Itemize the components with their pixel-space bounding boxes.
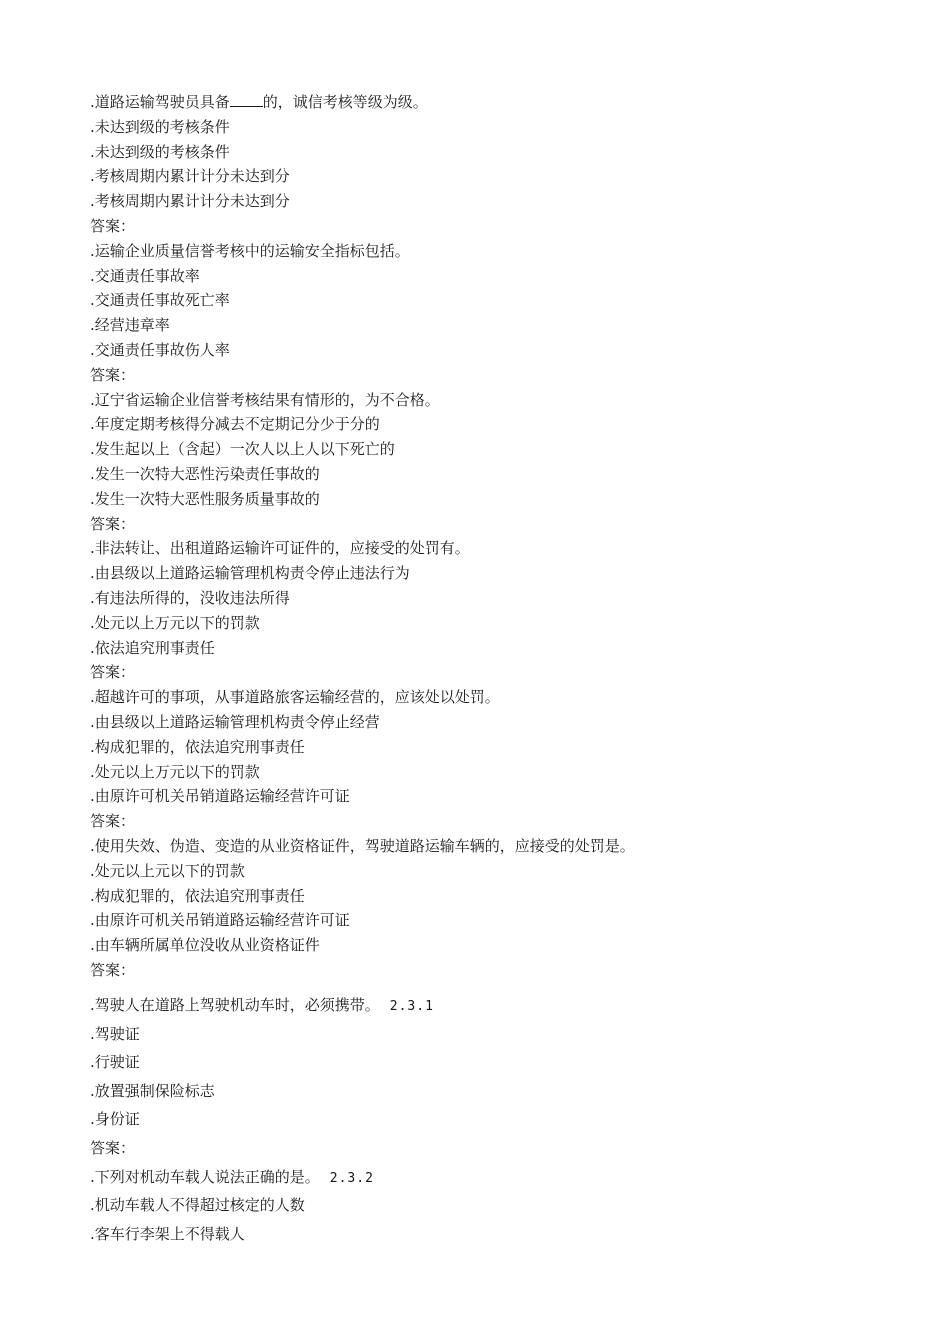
- answer-label: 答案：: [90, 216, 136, 235]
- text-line: .交通责任事故伤人率: [90, 340, 230, 359]
- fill-in-blank: [230, 92, 263, 107]
- option-line: [90, 1020, 910, 1049]
- line-text: .下列对机动车载人说法正确的是。: [90, 1167, 320, 1186]
- text-line: .经营违章率: [90, 316, 170, 335]
- text-line: .由县级以上道路运输管理机构责令停止经营: [90, 712, 380, 731]
- text-line: .交通责任事故率: [90, 266, 200, 285]
- line-text: .放置强制保险标志: [90, 1081, 215, 1100]
- answer-label: 答案：: [90, 812, 136, 831]
- section-code: 2.3.1: [389, 999, 434, 1014]
- text-line: .使用失效、伪造、变造的从业资格证件，驾驶道路运输车辆的，应接受的处罚是。: [90, 836, 635, 855]
- text-line: .未达到级的考核条件: [90, 117, 230, 136]
- option-line: [90, 1077, 910, 1106]
- text-line: .发生一次特大恶性服务质量事故的: [90, 489, 320, 508]
- text-line: .依法追究刑事责任: [90, 638, 215, 657]
- text-line: .构成犯罪的，依法追究刑事责任: [90, 737, 305, 756]
- option-line: [90, 1105, 910, 1134]
- text-line: .交通责任事故死亡率: [90, 291, 230, 310]
- text-line: .由原许可机关吊销道路运输经营许可证: [90, 911, 350, 930]
- option-line: [90, 1048, 910, 1077]
- answer-label: 答案：: [90, 960, 136, 979]
- text-line: .由原许可机关吊销道路运输经营许可证: [90, 787, 350, 806]
- text-line: .有违法所得的，没收违法所得: [90, 588, 290, 607]
- text-line: .由县级以上道路运输管理机构责令停止违法行为: [90, 564, 410, 583]
- line-text: .机动车载人不得超过核定的人数: [90, 1196, 305, 1215]
- option-line: [90, 1191, 910, 1220]
- option-line: [90, 1220, 910, 1249]
- text-line: .考核周期内累计计分未达到分: [90, 192, 290, 211]
- text-line: .未达到级的考核条件: [90, 142, 230, 161]
- text-line: .处元以上万元以下的罚款: [90, 762, 260, 781]
- text-line: .发生起以上（含起）一次人以上人以下死亡的: [90, 440, 395, 459]
- text-line: .由车辆所属单位没收从业资格证件: [90, 936, 320, 955]
- line-text: .行驶证: [90, 1053, 140, 1072]
- text-line: .超越许可的事项，从事道路旅客运输经营的，应该处以处罚。: [90, 688, 500, 707]
- question-block-provincial: [90, 90, 910, 983]
- question-text: 的，诚信考核等级为级。: [262, 93, 428, 111]
- line-text: .身份证: [90, 1110, 140, 1129]
- answer-label: 答案：: [90, 365, 136, 384]
- text-line: .运输企业质量信誉考核中的运输安全指标包括。: [90, 241, 410, 260]
- question-line: [90, 1163, 910, 1192]
- text-line: .年度定期考核得分减去不定期记分少于分的: [90, 415, 380, 434]
- line-text: .客车行李架上不得载人: [90, 1224, 245, 1243]
- text-line: .辽宁省运输企业信誉考核结果有情形的，为不合格。: [90, 390, 440, 409]
- text-line: .发生一次特大恶性污染责任事故的: [90, 464, 320, 483]
- answer-label: 答案：: [90, 663, 136, 682]
- answer-label: 答案：: [90, 514, 136, 533]
- text-line: .构成犯罪的，依法追究刑事责任: [90, 886, 305, 905]
- text-line: .处元以上元以下的罚款: [90, 861, 245, 880]
- text-line: .非法转让、出租道路运输许可证件的，应接受的处罚有。: [90, 539, 470, 558]
- text-line: .考核周期内累计计分未达到分: [90, 167, 290, 186]
- section-code: 2.3.2: [329, 1170, 374, 1186]
- question-text: .道路运输驾驶员具备: [90, 93, 230, 111]
- question-block-traffic-law: [90, 991, 910, 1248]
- text-line: .处元以上万元以下的罚款: [90, 613, 260, 632]
- question-line: [90, 991, 910, 1020]
- answer-label: [90, 1134, 910, 1163]
- question-line: [90, 90, 910, 115]
- line-text: .驾驶人在道路上驾驶机动车时，必须携带。: [90, 996, 380, 1014]
- line-text: 答案：: [90, 1138, 136, 1157]
- line-text: .驾驶证: [90, 1024, 140, 1043]
